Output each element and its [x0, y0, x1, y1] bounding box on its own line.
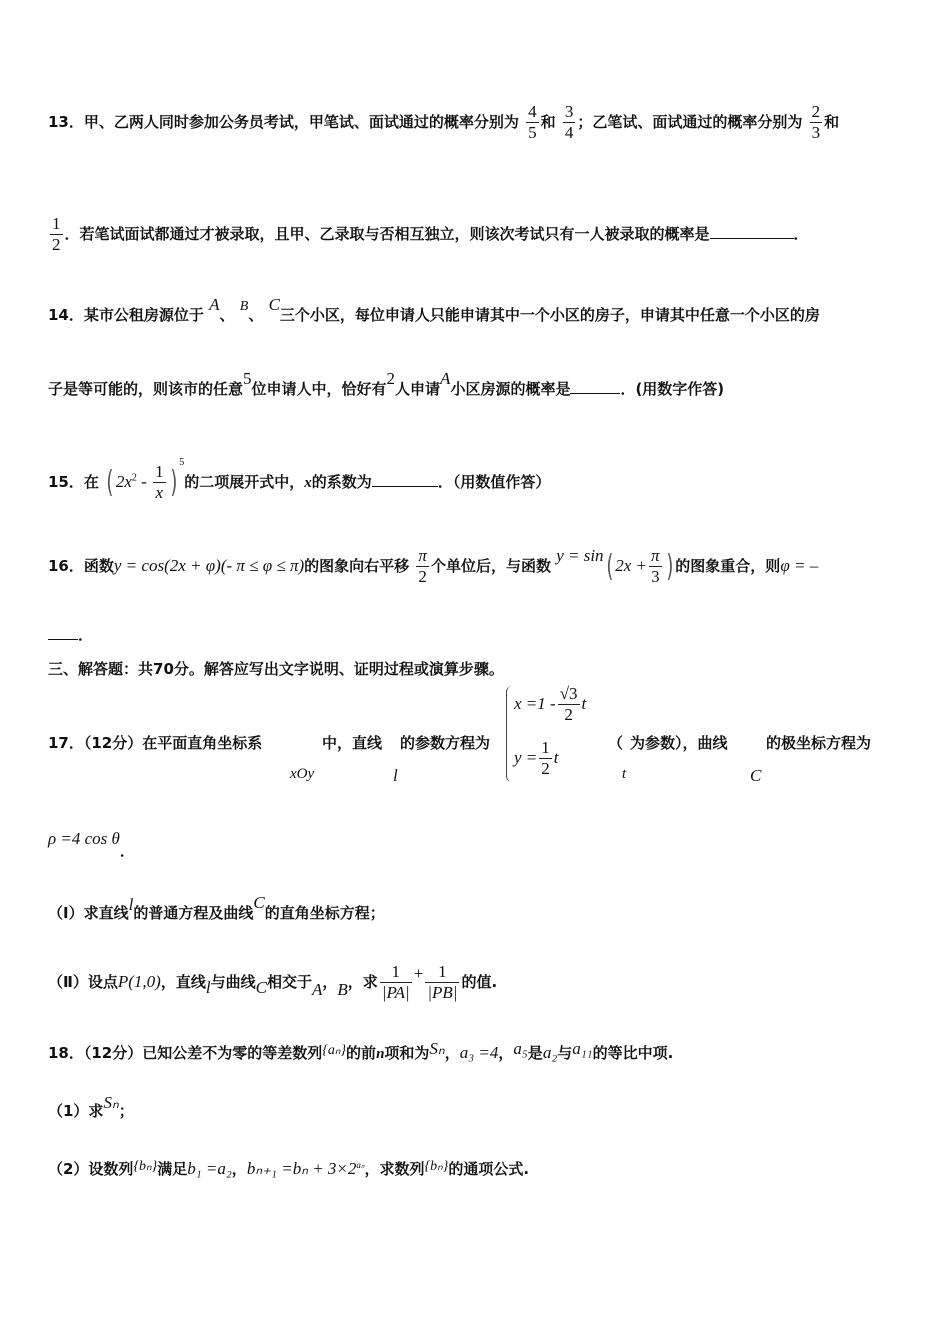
var-l: l — [393, 766, 398, 785]
point-P: P(1,0) — [117, 972, 161, 991]
q14-text4: 位申请人中，恰好有 — [251, 380, 387, 398]
answer-blank — [48, 625, 78, 640]
var-l: l — [205, 978, 211, 997]
var-Sn: Sₙ — [429, 1039, 445, 1058]
eq1-frac — [558, 684, 580, 725]
seq-an: {aₙ} — [322, 1043, 347, 1058]
section-3-heading: 三、解答题：共70分。解答应写出文字说明、证明过程或演算步骤。 — [48, 660, 504, 678]
left-paren: ( — [106, 465, 114, 500]
numerator: π — [418, 546, 427, 565]
q17-score: （12分） — [83, 734, 143, 752]
param-eq-1 — [514, 684, 586, 725]
q18-part2-text1: （2）设数列 — [48, 1160, 134, 1178]
comma: ， — [322, 973, 338, 991]
q13-frac-2-3 — [810, 102, 823, 143]
q17-text1: 在平面直角坐标系 — [142, 734, 263, 752]
q13-text1: 甲、乙两人同时参加公务员考试，甲笔试、面试通过的概率分别为 — [83, 113, 519, 131]
expr — [116, 472, 151, 491]
q16-end: ． — [78, 626, 94, 644]
var-C: C — [255, 978, 267, 997]
q17-text4: （ — [608, 734, 624, 752]
q17-number: 17． — [48, 734, 84, 752]
var-a5: a₅ — [513, 1039, 528, 1058]
q17-part1 — [48, 893, 385, 923]
denominator: 5 — [528, 123, 537, 142]
q13-frac-4-5 — [526, 102, 539, 143]
q13-frac-1-2 — [50, 214, 63, 255]
var-C: C — [750, 766, 762, 785]
numerator: 1 — [541, 738, 550, 757]
q18-text6: 的等比中项. — [592, 1044, 674, 1062]
q17-text3: 的参数方程为 — [400, 734, 491, 752]
numerator: 1 — [438, 962, 447, 981]
frac-1-PB — [425, 962, 459, 1003]
numerator: π — [651, 546, 660, 565]
q18-score: （12分） — [83, 1044, 143, 1062]
q18-part2-text2: 满足 — [157, 1160, 188, 1178]
var-x: x — [304, 475, 312, 491]
q17-line1 — [48, 732, 262, 753]
var-xOy: xOy — [290, 766, 315, 782]
comma: ， — [231, 1160, 247, 1178]
eq1-lhs: x =1 - — [514, 694, 556, 713]
q17-part2-text3: 与曲线 — [210, 973, 256, 991]
eq-a3: a₃ =4 — [459, 1043, 499, 1062]
q17-part2 — [48, 962, 497, 1003]
q13-and1: 和 — [540, 113, 556, 131]
q18-part1 — [48, 1093, 134, 1121]
q17-part2-text4: 相交于 — [266, 973, 312, 991]
separator: 、 — [219, 306, 235, 324]
q15-frac — [153, 462, 166, 503]
minus: - — [136, 472, 152, 491]
q18-number: 18． — [48, 1044, 84, 1062]
q14-line2 — [48, 369, 725, 399]
q17-text2: 中，直线 — [322, 734, 383, 752]
numerator: 1 — [391, 962, 401, 981]
q16-line — [48, 546, 818, 587]
var-t: t — [622, 766, 627, 782]
denominator: 2 — [52, 235, 61, 254]
var-a11: a₁₁ — [572, 1039, 593, 1058]
var-a2: a₂ — [542, 1043, 558, 1062]
q18-text1: 已知公差不为零的等差数列 — [142, 1044, 323, 1062]
q13-text3: ．若笔试面试都通过才被录取，且甲、乙录取与否相互独立，则该次考试只有一人被录取的概率是 — [64, 225, 710, 243]
num-2: 2 — [386, 369, 396, 388]
q18-text2: 的前 — [346, 1044, 377, 1062]
power: 5 — [179, 457, 185, 468]
q14-text5: 人申请 — [395, 380, 441, 398]
q15-text3: 的系数为 — [311, 473, 372, 491]
q14-line1 — [48, 295, 820, 325]
q13-number: 13． — [48, 113, 84, 131]
comma: ， — [444, 1044, 460, 1062]
answer-blank — [372, 472, 438, 487]
q18-text3: 项和为 — [384, 1044, 430, 1062]
eq-b1: b₁ =a₂ — [187, 1159, 232, 1178]
q18-line1 — [48, 1039, 674, 1063]
frac-1-PA — [380, 962, 412, 1003]
denominator: x — [153, 482, 166, 503]
denominator: 2 — [416, 566, 429, 587]
answer-blank — [570, 379, 620, 394]
sin-expr: y = sin — [556, 546, 604, 565]
q15-number: 15． — [48, 473, 84, 491]
seq-bn: {bₙ} — [424, 1159, 449, 1174]
phi-expr: φ = – — [780, 556, 819, 575]
q18-part2 — [48, 1158, 529, 1179]
q17-part2-text2: ，直线 — [160, 973, 206, 991]
q15-text1: 在 — [83, 473, 99, 491]
point-A: A — [311, 980, 323, 999]
var-Sn: Sₙ — [103, 1093, 119, 1112]
q17-part2-text5: ，求 — [347, 973, 378, 991]
denominator: 2 — [558, 704, 580, 725]
q16-text3: 个单位后，与函数 — [430, 557, 551, 575]
recurrence-exponent: aₙ — [356, 1160, 365, 1170]
plus: + — [413, 964, 424, 983]
q13-frac-3-4 — [563, 102, 576, 143]
var-A: A — [440, 369, 451, 388]
right-paren: ) — [665, 549, 673, 584]
recurrence: bₙ₊₁ =bₙ + 3×2 — [246, 1159, 357, 1178]
exponent: 2 — [131, 472, 137, 484]
var-n: n — [376, 1046, 385, 1062]
sin-arg: 2x + — [615, 556, 648, 575]
q18-part1-text1: （1）求 — [48, 1102, 104, 1120]
q18-part2-text4: 的通项公式. — [448, 1160, 530, 1178]
denominator: |PA| — [381, 983, 410, 1002]
q15-text4: ．（用数值作答） — [437, 473, 551, 491]
q17-part1-text1: （Ⅰ）求直线 — [48, 904, 129, 922]
comma: ， — [498, 1044, 514, 1062]
q15-line — [48, 457, 551, 503]
eq2-frac — [539, 738, 552, 779]
q17-part2-text1: （Ⅱ）设点 — [48, 973, 118, 991]
q18-part2-text3: ，求数列 — [364, 1160, 425, 1178]
q17-part1-text2: 的普通方程及曲线 — [133, 904, 254, 922]
numerator: 4 — [528, 102, 537, 121]
var-t: t — [553, 748, 559, 767]
q13-and2: 和 — [824, 113, 840, 131]
numerator: 3 — [564, 102, 574, 121]
q13-line2 — [48, 214, 809, 255]
q13-end: ． — [793, 225, 809, 243]
q15-text2: 的二项展开式中， — [184, 473, 305, 491]
polar-equation: ρ =4 cos θ — [48, 829, 120, 848]
function-expr: y = cos(2x + φ)(- π ≤ φ ≤ π) — [113, 556, 305, 575]
q16-frac-pi-3 — [649, 546, 662, 587]
q17-text6: 的极坐标方程为 — [766, 734, 872, 752]
q18-part1-text2: ； — [118, 1102, 134, 1120]
q17-polar-eq — [48, 828, 135, 860]
q17-part1-text3: 的直角坐标方程； — [264, 904, 385, 922]
var-t: t — [581, 694, 587, 713]
num-5: 5 — [243, 369, 252, 388]
q14-text3: 子是等可能的，则该市的任意 — [48, 380, 244, 398]
denominator: 3 — [811, 123, 821, 142]
denominator: |PB| — [427, 983, 458, 1002]
point-B: B — [337, 980, 348, 999]
q14-text6: 小区房源的概率是 — [450, 380, 571, 398]
q16-line2 — [48, 624, 93, 645]
q16-text2: 的图象向右平移 — [304, 557, 410, 575]
q17-text5: 为参数），曲线 — [630, 734, 728, 752]
q14-text2: 三个小区，每位申请人只能申请其中一个小区的房子，申请其中任意一个小区的房 — [279, 306, 820, 324]
var-C: C — [253, 893, 265, 912]
seq-bn: {bₙ} — [133, 1159, 158, 1174]
q16-text1: 函数 — [83, 557, 114, 575]
param-eq-2 — [514, 738, 559, 779]
q14-text7: ．(用数字作答) — [620, 380, 725, 398]
denominator: 4 — [564, 123, 574, 142]
var-B: B — [239, 299, 249, 314]
var-C: C — [268, 295, 280, 314]
right-paren: ) — [169, 465, 177, 500]
period: ． — [119, 842, 135, 860]
q14-number: 14． — [48, 306, 84, 324]
q18-text5: 与 — [557, 1044, 573, 1062]
q18-text4: 是 — [527, 1044, 543, 1062]
q14-text1: 某市公租房源位于 — [83, 306, 204, 324]
eq2-lhs: y = — [514, 748, 538, 767]
var-A: A — [209, 295, 220, 314]
denominator: 2 — [541, 759, 550, 778]
var-l: l — [128, 895, 134, 914]
q16-text4: 的图象重合，则 — [675, 557, 781, 575]
numerator: 1 — [52, 214, 61, 233]
q16-number: 16． — [48, 557, 84, 575]
separator: 、 — [248, 306, 264, 324]
answer-blank — [710, 224, 794, 239]
left-paren: ( — [605, 549, 613, 584]
numerator: 2 — [811, 102, 821, 121]
numerator: √3 — [559, 684, 578, 703]
numerator: 1 — [155, 462, 164, 481]
denominator: 3 — [649, 566, 662, 587]
q17-part2-text6: 的值. — [461, 973, 498, 991]
term: 2x — [115, 472, 132, 491]
q13-line1 — [48, 102, 839, 143]
param-eq-brace — [506, 686, 513, 782]
q16-frac-pi-2 — [416, 546, 429, 587]
q13-text2: ；乙笔试、面试通过的概率分别为 — [577, 113, 803, 131]
